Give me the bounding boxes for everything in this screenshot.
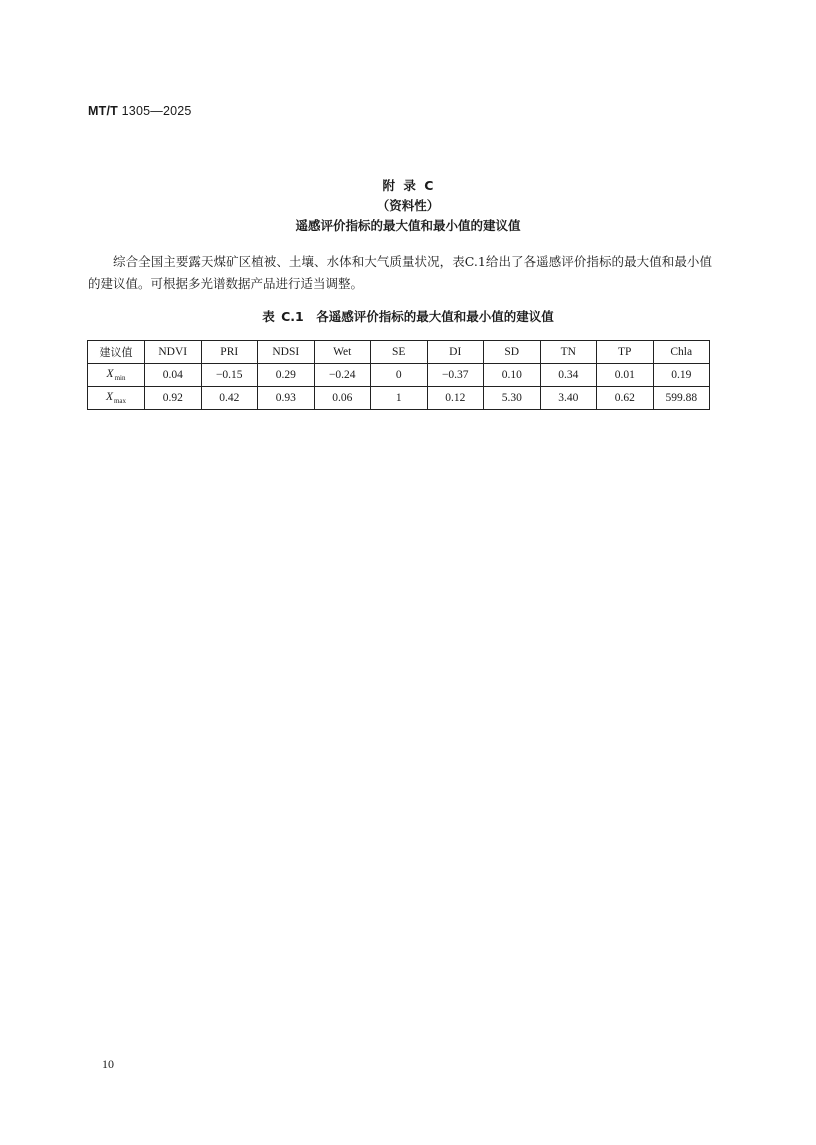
table-cell: −0.15 — [201, 364, 258, 387]
table-cell: 5.30 — [484, 387, 541, 410]
appendix-name: 遥感评价指标的最大值和最小值的建议值 — [295, 218, 521, 233]
row-label-var: X — [106, 368, 114, 380]
body-paragraph: 综合全国主要露天煤矿区植被、土壤、水体和大气质量状况，表C.1给出了各遥感评价指标的最大值和最小值的建议值。可根据多光谱数据产品进行适当调整。 — [88, 254, 712, 291]
standard-code: MT/T — [88, 104, 118, 118]
table-row-min — [88, 364, 710, 387]
header-cell: DI — [427, 341, 484, 364]
indicator-table — [87, 340, 710, 410]
table-cell: 0.62 — [597, 387, 654, 410]
header-cell: TN — [540, 341, 597, 364]
header-cell: PRI — [201, 341, 258, 364]
row-label-sub: max — [113, 397, 127, 405]
header-cell: NDSI — [258, 341, 315, 364]
header-cell: SE — [371, 341, 428, 364]
table-cell: 0 — [371, 364, 428, 387]
table-cell: 0.12 — [427, 387, 484, 410]
row-label-var: X — [105, 391, 113, 403]
table-cell: 0.10 — [484, 364, 541, 387]
header-cell: 建议值 — [88, 341, 145, 364]
table-cell: −0.24 — [314, 364, 371, 387]
table-cell: −0.37 — [427, 364, 484, 387]
table-cell: 599.88 — [653, 387, 710, 410]
table-header-row — [88, 341, 710, 364]
header-cell: Chla — [653, 341, 710, 364]
appendix-nature: （资料性） — [376, 198, 440, 213]
table-cell: 0.34 — [540, 364, 597, 387]
table-row-max — [88, 387, 710, 410]
table-caption: 表 C.1 各遥感评价指标的最大值和最小值的建议值 — [262, 309, 554, 324]
table-cell: 3.40 — [540, 387, 597, 410]
document-header — [88, 104, 192, 118]
header-cell: NDVI — [145, 341, 202, 364]
page-number: 10 — [102, 1057, 114, 1071]
row-label-xmin — [88, 364, 145, 387]
standard-number: 1305—2025 — [117, 104, 192, 118]
row-label-sub: min — [114, 374, 126, 382]
table-cell: 1 — [371, 387, 428, 410]
table-cell: 0.06 — [314, 387, 371, 410]
table-cell: 0.19 — [653, 364, 710, 387]
appendix-title: 附 录 C — [382, 178, 434, 193]
table-cell: 0.29 — [258, 364, 315, 387]
table-cell: 0.93 — [258, 387, 315, 410]
table-cell: 0.04 — [145, 364, 202, 387]
header-cell: TP — [597, 341, 654, 364]
table-cell: 0.42 — [201, 387, 258, 410]
header-cell: Wet — [314, 341, 371, 364]
table-cell: 0.01 — [597, 364, 654, 387]
table-cell: 0.92 — [145, 387, 202, 410]
row-label-xmax — [88, 387, 145, 410]
header-cell: SD — [484, 341, 541, 364]
